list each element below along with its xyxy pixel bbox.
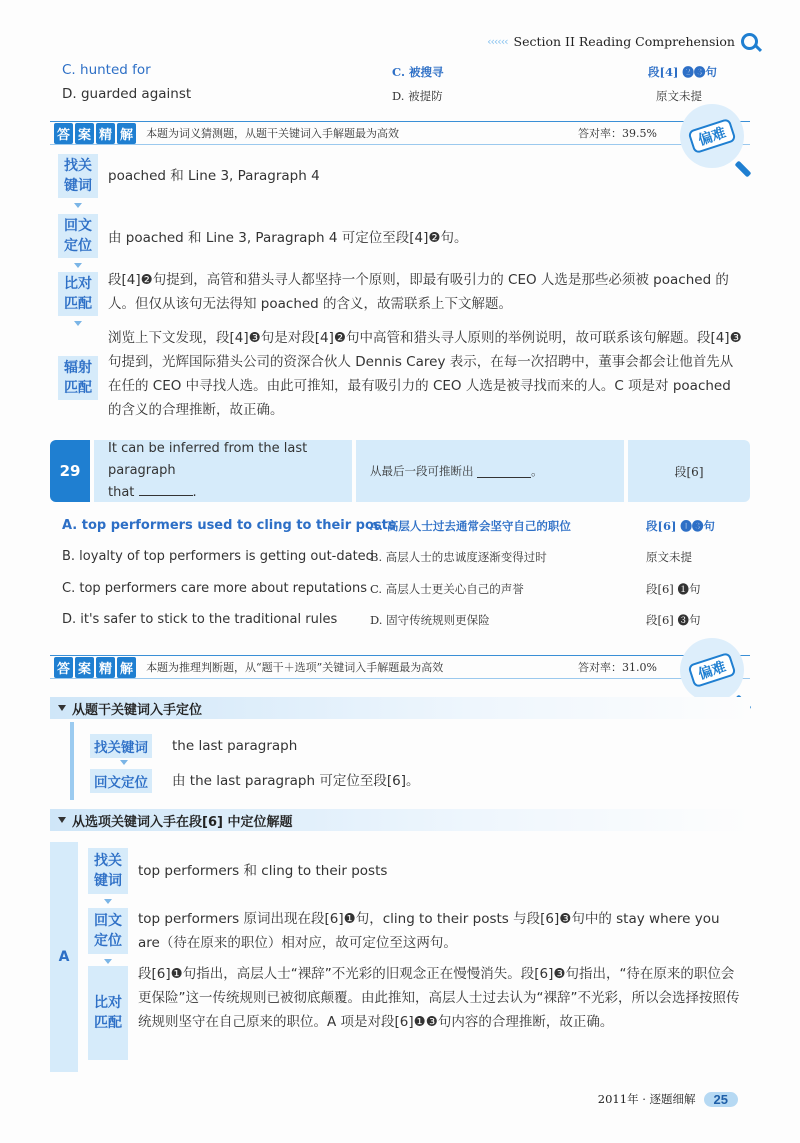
chevron-down-icon [120,760,128,765]
label-compare-match: 比对匹配 [88,966,128,1060]
q29-answer-desc: 本题为推理判断题，从“题干＋选项”关键词入手解题最为高效 [146,661,444,674]
answer-tag: 答 案 精 解 [54,657,136,678]
answer-letter: A [50,842,78,1072]
magnifier-icon [741,33,758,50]
label-locate: 回文定位 [88,908,128,954]
header-title: Section II Reading Comprehension [513,34,735,49]
q28-step1-text: poached 和 Line 3, Paragraph 4 [108,168,320,184]
q29-s2-step3-text: 段[6]❶句指出，高层人士“裸辞”不光彩的旧观念正在慢慢消失。段[6]❸句指出，“待在原来的职位会更保险”这一传统规则已被彻底颠覆。由此推知，高层人士过去认为“裸辞”不光彩，所以会选择按照传统规则坚守在自己原来的职位。A 项是对段[6]❶❸句内容的合理推断，故正确。 [138,966,740,1030]
q28-step2-text: 由 poached 和 Line 3, Paragraph 4 可定位至段[4]❷句。 [108,230,468,246]
page-footer [598,1091,738,1107]
q29-number: 29 [50,440,90,502]
q28-option-d-en: D. guarded against [62,86,192,102]
label-locate: 回文定位 [90,769,152,793]
q29-s1-step1-text: the last paragraph [172,738,298,754]
triangle-down-icon [58,705,66,711]
q28-option-c-ref: 段[4] ❷❸句 [648,65,717,79]
q29-s2-step1-text: top performers 和 cling to their posts [138,863,388,879]
q29-ref: 段[6] [628,440,750,502]
section-head-stem: 从题干关键词入手定位 [50,697,750,719]
q28-option-c-cn: C. 被搜寻 [392,65,444,79]
footer-label: 2011年 · 逐题细解 [597,1092,696,1106]
q28-option-d-cn: D. 被提防 [392,89,443,103]
difficulty-badge: 偏难 [680,638,744,702]
label-find-keywords: 找关键词 [58,154,98,198]
label-find-keywords: 找关键词 [90,734,152,758]
page-number: 25 [704,1092,738,1107]
triangle-down-icon [58,817,66,823]
label-radiate-match: 辐射匹配 [58,356,98,400]
running-header [487,33,758,50]
label-compare-match: 比对匹配 [58,272,98,316]
header-arrows: ‹‹‹‹‹‹ [487,35,508,48]
q29-answer-bar [50,655,750,679]
q28-correct-rate: 答对率：39.5% [578,127,657,140]
q29-correct-rate: 答对率：31.0% [578,661,657,674]
q29-s1-step2-text: 由 the last paragraph 可定位至段[6]。 [172,773,420,789]
q29-stem-cn: 从最后一段可推断出 。 [356,440,624,502]
q29-s2-step2-text: top performers 原词出现在段[6]❶句，cling to their posts 与段[6]❸句中的 stay where you are（待在原来的职位）相对应，故可定位至这两句。 [138,911,720,951]
q29-stem-en: It can be inferred from the last paragraph that . [94,440,352,502]
difficulty-badge: 偏难 [680,104,744,168]
label-find-keywords: 找关键词 [88,848,128,894]
label-locate: 回文定位 [58,214,98,258]
q28-option-c-en: C. hunted for [62,62,151,78]
q28-answer-bar [50,121,750,145]
section-head-options: 从选项关键词入手在段[6] 中定位解题 [50,809,750,831]
q28-answer-desc: 本题为词义猜测题，从题干关键词入手解题最为高效 [146,127,400,140]
q29-question-bar [50,440,750,502]
section1-line [70,722,74,800]
q28-step3-text: 段[4]❷句提到，高管和猎头寻人都坚持一个原则，即最有吸引力的 CEO 人选是那些必须被 poached 的人。但仅从该句无法得知 poached 的含义，故需联系上下文解题。 [108,272,729,312]
q28-option-d-ref: 原文未提 [656,89,702,103]
answer-tag: 答 案 精 解 [54,123,136,144]
q28-step4-text: 浏览上下文发现，段[4]❸句是对段[4]❷句中高管和猎头寻人原则的举例说明，故可联系该句解题。段[4]❸句提到，光辉国际猎头公司的资深合伙人 Dennis Carey 表示，在每一次招聘中，董事会都会让他首先从在任的 CEO 中寻找人选。由此可推知，最有吸引力的 CEO 人选是被寻找而来的人。C 项是对 poached 的含义的合理推断，故正确。 [108,330,742,418]
